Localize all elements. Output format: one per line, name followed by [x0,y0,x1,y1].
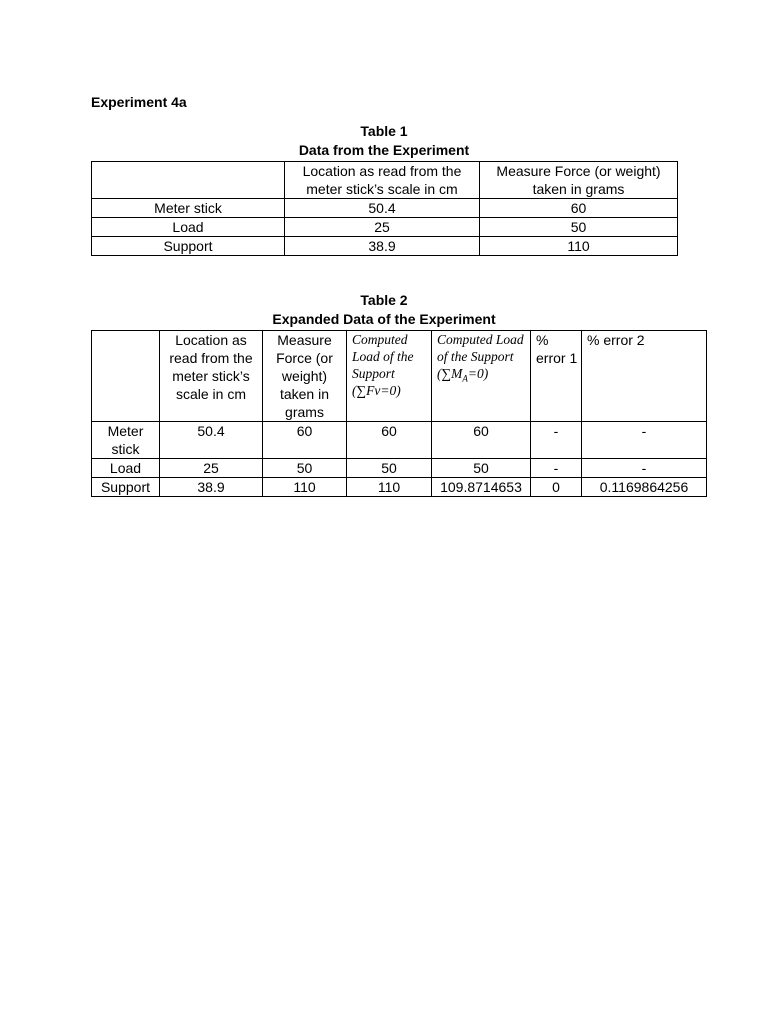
table-cell: - [582,459,707,478]
table-cell: 110 [347,478,432,497]
table-cell: - [582,422,707,459]
table-header-row [92,331,707,422]
table-row [92,478,707,497]
table-cell: 50.4 [160,422,263,459]
table-cell: 0 [531,478,582,497]
header-cell-computed-fv [347,331,432,422]
header-cell: Measure Force (or weight) taken in grams [263,331,347,422]
header-cell-computed-ma [432,331,531,422]
table-cell: 38.9 [285,237,480,256]
table-cell: 25 [160,459,263,478]
table-cell: 38.9 [160,478,263,497]
table-cell: 50 [480,218,678,237]
table-cell: 0.1169864256 [582,478,707,497]
header-cell: Measure Force (or weight) taken in grams [480,162,678,199]
table-header-row [92,162,678,199]
row-label: Load [92,218,285,237]
table-row [92,218,678,237]
equation-sum-ma: $(\sum M_A=0)$ [437,366,489,384]
table-1 [91,161,678,256]
header-cell [92,162,285,199]
table1-title: Table 1 [360,123,408,139]
row-label: Meter stick [92,199,285,218]
table-cell: 25 [285,218,480,237]
table-cell: 109.8714653 [432,478,531,497]
table-2 [91,330,707,497]
table-cell: 50 [347,459,432,478]
table2-subtitle: Expanded Data of the Experiment [272,311,496,327]
equation-sum-fv: (∑Fv=0) [352,383,401,398]
header-label: Computed Load of the Support [437,332,524,364]
row-label: Load [92,459,160,478]
table-cell: 110 [263,478,347,497]
table-cell: 60 [263,422,347,459]
header-cell [92,331,160,422]
header-cell: % error 1 [531,331,582,422]
table-cell: - [531,459,582,478]
table-cell: 60 [480,199,678,218]
table1-subtitle: Data from the Experiment [298,142,470,158]
header-cell: % error 2 [582,331,707,422]
table-row [92,459,707,478]
table-cell: 50.4 [285,199,480,218]
table-row [92,237,678,256]
table2-title: Table 2 [360,292,408,308]
table-row [92,199,678,218]
table-cell: - [531,422,582,459]
table-cell: 60 [347,422,432,459]
table-row [92,422,707,459]
header-label: Computed Load of the Support [352,332,414,381]
table-cell: 110 [480,237,678,256]
header-cell: Location as read from the meter stick’s scale in cm [160,331,263,422]
table-cell: 50 [432,459,531,478]
row-label: Support [92,478,160,497]
experiment-heading: Experiment 4a [91,94,187,110]
table-cell: 50 [263,459,347,478]
row-label: Meter stick [92,422,160,459]
header-cell: Location as read from the meter stick’s scale in cm [285,162,480,199]
table-cell: 60 [432,422,531,459]
row-label: Support [92,237,285,256]
